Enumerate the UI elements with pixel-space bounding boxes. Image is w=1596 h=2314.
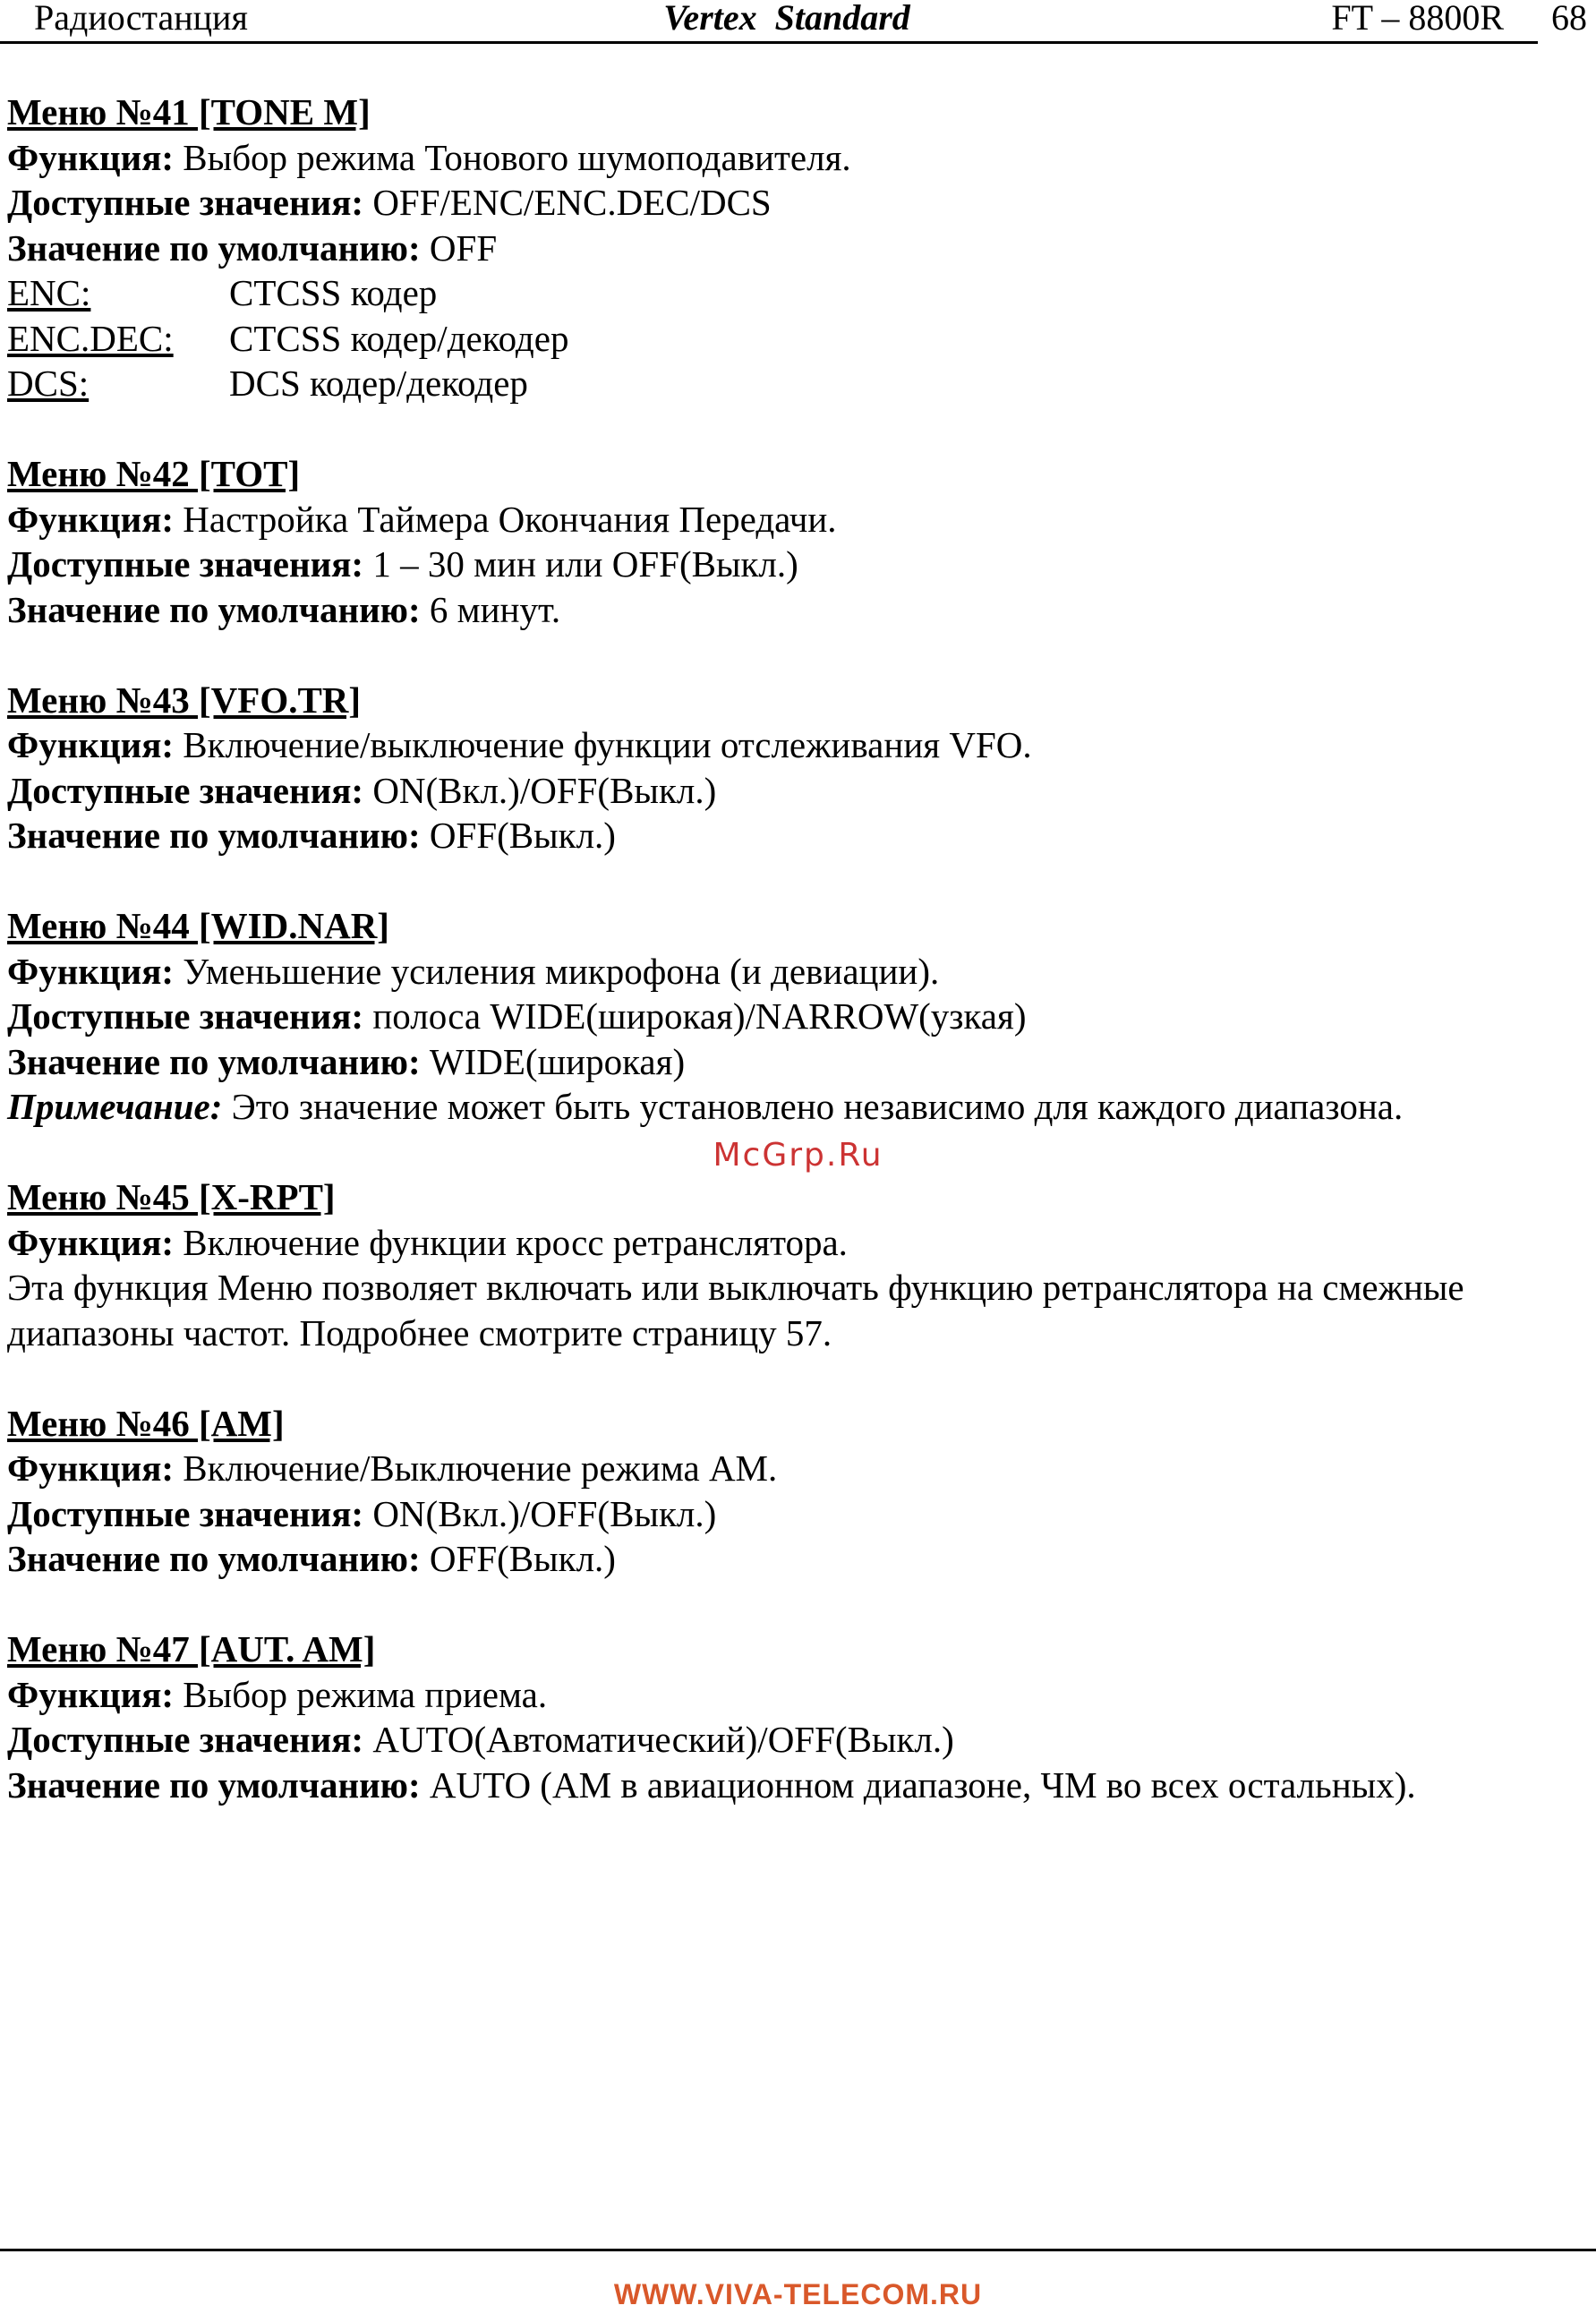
section-title: Меню №41 [TONE M] (7, 91, 371, 132)
default-line (7, 226, 1592, 271)
header-left-title: Радиостанция (34, 0, 248, 38)
option-desc: DCS кодер/декодер (229, 363, 528, 404)
section-title: Меню №44 [WID.NAR] (7, 905, 389, 946)
function-text: Включение функции кросс ретранслятора. (174, 1221, 848, 1263)
values-text: ON(Вкл.)/OFF(Выкл.) (363, 769, 717, 811)
function-line (7, 722, 1592, 768)
note-line (7, 1084, 1592, 1130)
function-text: Выбор режима Тонового шумоподавителя. (174, 136, 851, 178)
menu-section-43 (7, 678, 1592, 858)
watermark-text: McGrp.Ru (713, 1137, 883, 1174)
section-gap (7, 1582, 1592, 1627)
function-label: Функция: (7, 1673, 175, 1715)
default-line (7, 813, 1592, 858)
function-label: Функция: (7, 724, 175, 765)
menu-section-42 (7, 451, 1592, 632)
header-brand: Vertex Standard (663, 0, 910, 38)
default-line (7, 1039, 1592, 1085)
default-text: OFF (420, 226, 498, 269)
function-line (7, 1672, 1592, 1718)
section-title: Меню №47 [AUT. AM] (7, 1628, 376, 1669)
values-line (7, 768, 1592, 814)
function-line (7, 1446, 1592, 1491)
section-title: Меню №46 [AM] (7, 1402, 285, 1444)
option-desc: CTCSS кодер (229, 272, 438, 313)
menu-section-45 (7, 1174, 1592, 1355)
values-line (7, 1717, 1592, 1763)
values-label: Доступные значения: (7, 995, 364, 1037)
function-text: Уменьшение усиления микрофона (и девиации). (174, 950, 940, 992)
values-label: Доступные значения: (7, 182, 364, 223)
values-line (7, 180, 1592, 226)
section-gap (7, 1355, 1592, 1401)
footer-website-link[interactable]: WWW.VIVA-TELECOM.RU (613, 2278, 983, 2310)
header-model: FT – 8800R (1331, 0, 1504, 38)
function-label: Функция: (7, 498, 175, 540)
default-label: Значение по умолчанию: (7, 226, 421, 269)
option-row (7, 316, 1592, 362)
option-key: DCS: (7, 363, 90, 404)
section-title: Меню №43 [VFO.TR] (7, 679, 362, 721)
footer-divider (0, 2249, 1596, 2251)
section-title: Меню №45 [X-RPT] (7, 1176, 336, 1217)
default-text: WIDE(широкая) (420, 1040, 686, 1082)
values-line (7, 1491, 1592, 1537)
option-key: ENC: (7, 272, 91, 313)
default-line (7, 587, 1592, 633)
default-text: 6 минут. (420, 588, 561, 630)
default-label: Значение по умолчанию: (7, 1763, 421, 1806)
values-line (7, 542, 1592, 587)
function-text: Включение/выключение функции отслеживания VFO. (174, 724, 1032, 765)
default-line (7, 1536, 1592, 1582)
values-label: Доступные значения: (7, 543, 364, 585)
default-label: Значение по умолчанию: (7, 588, 421, 630)
page-number: 68 (1551, 0, 1587, 38)
default-label: Значение по умолчанию: (7, 1538, 421, 1579)
function-line (7, 949, 1592, 995)
function-text: Настройка Таймера Окончания Передачи. (174, 498, 837, 540)
function-label: Функция: (7, 136, 175, 178)
option-row (7, 270, 1592, 316)
default-text: OFF(Выкл.) (420, 1538, 616, 1579)
default-label: Значение по умолчанию: (7, 815, 421, 856)
page-header (0, 0, 1538, 44)
option-row (7, 361, 1592, 406)
menu-section-46 (7, 1401, 1592, 1582)
option-desc: CTCSS кодер/декодер (229, 317, 569, 359)
function-label: Функция: (7, 950, 175, 992)
values-text: ON(Вкл.)/OFF(Выкл.) (363, 1492, 717, 1534)
values-text: AUTO(Автоматический)/OFF(Выкл.) (363, 1719, 954, 1760)
option-key: ENC.DEC: (7, 317, 174, 359)
values-label: Доступные значения: (7, 1492, 364, 1534)
document-body (7, 90, 1592, 1807)
function-line (7, 135, 1592, 181)
menu-section-41 (7, 90, 1592, 406)
section-gap (7, 858, 1592, 904)
function-text: Выбор режима приема. (174, 1673, 548, 1715)
default-line (7, 1763, 1592, 1808)
function-text: Включение/Выключение режима AM. (174, 1447, 778, 1489)
values-text: полоса WIDE(широкая)/NARROW(узкая) (363, 995, 1027, 1037)
values-label: Доступные значения: (7, 769, 364, 811)
function-line (7, 497, 1592, 542)
section-gap (7, 406, 1592, 452)
menu-section-44 (7, 903, 1592, 1130)
function-line (7, 1220, 1592, 1266)
function-label: Функция: (7, 1447, 175, 1489)
values-label: Доступные значения: (7, 1719, 364, 1760)
values-text: OFF/ENC/ENC.DEC/DCS (363, 182, 772, 223)
menu-section-47 (7, 1627, 1592, 1807)
values-text: 1 – 30 мин или OFF(Выкл.) (363, 543, 798, 585)
section-title: Меню №42 [TOT] (7, 453, 301, 494)
function-label: Функция: (7, 1221, 175, 1263)
values-line (7, 994, 1592, 1039)
default-label: Значение по умолчанию: (7, 1040, 421, 1082)
note-label: Примечание: (7, 1086, 223, 1127)
default-text: AUTO (AM в авиационном диапазоне, ЧМ во всех остальных). (420, 1763, 1416, 1806)
section-gap (7, 632, 1592, 678)
description-paragraph: Эта функция Меню позволяет включать или выключать функцию ретранслятора на смежные диапазоны частот. Подробнее смотрите страницу 57. (7, 1267, 1464, 1353)
note-text: Это значение может быть установлено независимо для каждого диапазона. (222, 1086, 1404, 1127)
default-text: OFF(Выкл.) (420, 815, 616, 856)
